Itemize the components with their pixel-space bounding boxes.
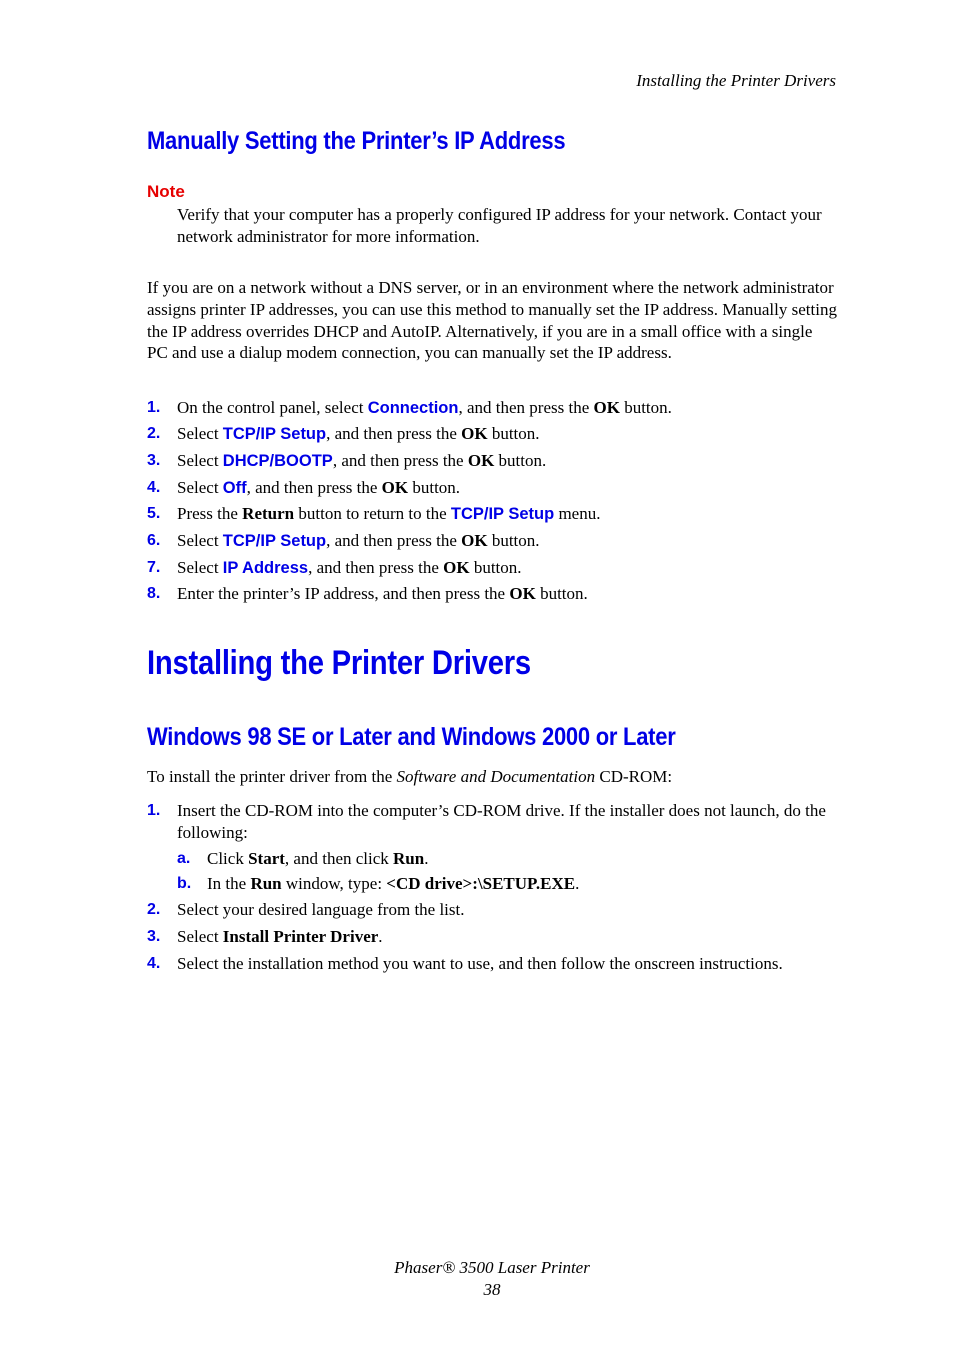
step-number: 1. [147, 399, 161, 416]
step-text: On the control panel, select Connection, and then press the OK button. [177, 398, 672, 417]
step-text: Select DHCP/BOOTP, and then press the OK button. [177, 451, 547, 470]
menu-item-dhcp-bootp: DHCP/BOOTP [222, 452, 333, 470]
install-intro: To install the printer driver from the Software and Documentation CD-ROM: [147, 767, 673, 786]
menu-item-tcpip-setup: TCP/IP Setup [450, 505, 555, 523]
substep-text: In the Run window, type: <CD drive>:\SETUP.EXE. [207, 874, 580, 893]
section-title-ip-address: Manually Setting the Printer’s IP Address [147, 127, 566, 155]
step-number: 1. [147, 802, 161, 819]
step-number: 4. [147, 479, 161, 496]
step-text: Select IP Address, and then press the OK button. [177, 558, 522, 577]
menu-item-tcpip-setup: TCP/IP Setup [222, 532, 327, 550]
note-label: Note [147, 182, 185, 201]
step-text: Select the installation method you want to use, and then follow the onscreen instructions. [177, 954, 783, 973]
step-number: 5. [147, 505, 161, 522]
intro-paragraph: If you are on a network without a DNS server, or in an environment where the network administrator assigns printer IP addresses, you can use this method to manually set the IP address. Manually setting the IP address overrides DHCP and AutoIP. Alternatively, if you are in a small office with a single PC and use a dialup modem connection, you can manually set the IP address. [147, 278, 837, 363]
step-text: Select your desired language from the list. [177, 900, 465, 919]
chapter-title: Installing the Printer Drivers [147, 644, 531, 682]
step-number: 6. [147, 532, 161, 549]
substep-letter: b. [177, 875, 192, 892]
step-text: Select TCP/IP Setup, and then press the OK button. [177, 424, 540, 443]
menu-item-tcpip-setup: TCP/IP Setup [222, 425, 327, 443]
running-header: Installing the Printer Drivers [636, 71, 836, 90]
step-number: 8. [147, 585, 161, 602]
step-text: Insert the CD-ROM into the computer’s CD-ROM drive. If the installer does not launch, do the following: [177, 801, 826, 842]
step-number: 7. [147, 559, 161, 576]
step-number: 3. [147, 928, 161, 945]
step-number: 2. [147, 425, 161, 442]
step-number: 2. [147, 901, 161, 918]
footer-product: Phaser® 3500 Laser Printer [394, 1258, 590, 1277]
substep-text: Click Start, and then click Run. [207, 849, 429, 868]
note-text: Verify that your computer has a properly configured IP address for your network. Contact your network administrator for more information. [177, 205, 822, 246]
step-text: Press the Return button to return to the TCP/IP Setup menu. [177, 504, 601, 523]
step-number: 3. [147, 452, 161, 469]
step-text: Select Install Printer Driver. [177, 927, 383, 946]
substep-letter: a. [177, 850, 191, 867]
menu-item-off: Off [222, 479, 247, 497]
step-text: Select TCP/IP Setup, and then press the OK button. [177, 531, 540, 550]
section-title-windows: Windows 98 SE or Later and Windows 2000 or Later [147, 723, 676, 751]
step-text: Enter the printer’s IP address, and then press the OK button. [177, 584, 588, 603]
step-text: Select Off, and then press the OK button. [177, 478, 461, 497]
menu-item-connection: Connection [367, 399, 459, 417]
step-number: 4. [147, 955, 161, 972]
menu-item-ip-address: IP Address [222, 559, 309, 577]
footer-page-number: 38 [483, 1280, 501, 1299]
